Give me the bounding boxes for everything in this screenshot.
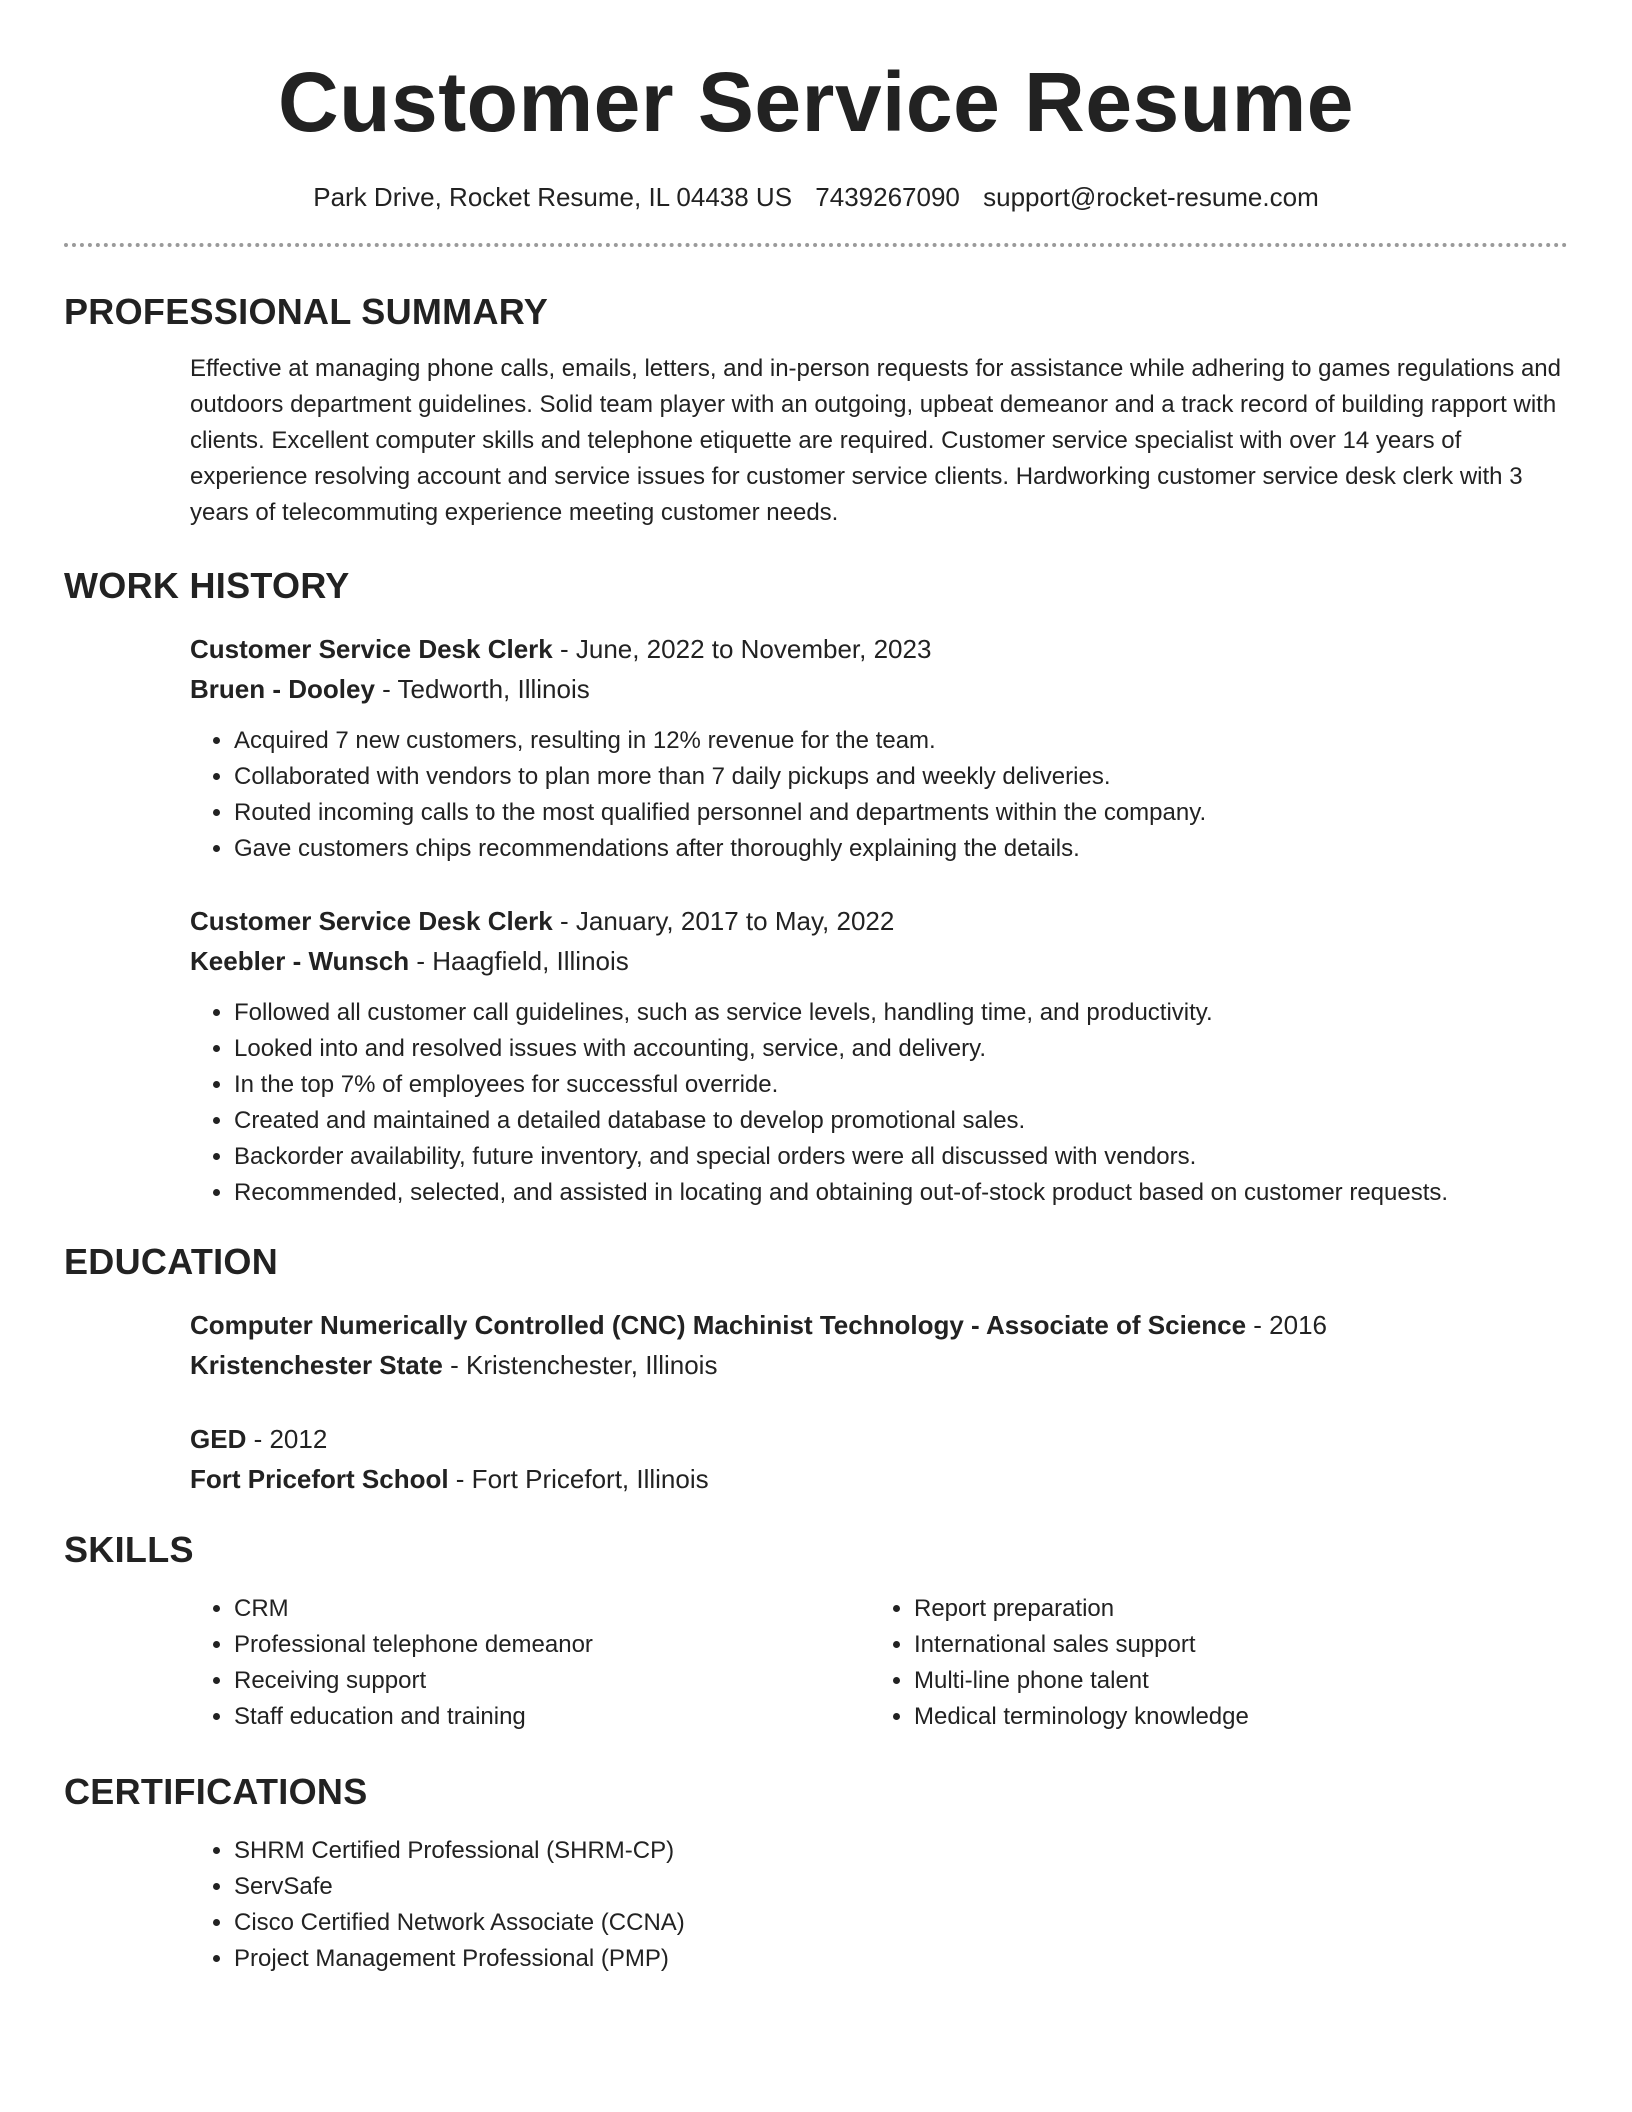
list-item: • SHRM Certified Professional (SHRM-CP) <box>234 1833 1568 1869</box>
certifications-section <box>64 1771 1568 1977</box>
work-history-body <box>190 629 1568 1211</box>
job-company-line <box>190 941 1568 981</box>
list-item: • Recommended, selected, and assisted in locating and obtaining out-of-stock product based on customer requests. <box>234 1175 1568 1211</box>
job-bullets <box>190 995 1568 1211</box>
skills-section <box>64 1529 1568 1735</box>
job-dates: - June, 2022 to November, 2023 <box>552 634 932 665</box>
job-company: Bruen - Dooley <box>190 674 375 705</box>
education-heading: EDUCATION <box>64 1241 279 1283</box>
contact-email: support@rocket-resume.com <box>983 182 1319 213</box>
list-item: • Collaborated with vendors to plan more than 7 daily pickups and weekly deliveries. <box>234 759 1568 795</box>
job-dates: - January, 2017 to May, 2022 <box>552 906 895 937</box>
education-entry <box>190 1419 1568 1499</box>
list-item: • Medical terminology knowledge <box>914 1699 1550 1735</box>
school-name: Fort Pricefort School <box>190 1464 449 1495</box>
degree-line <box>190 1305 1568 1345</box>
certifications-body <box>190 1833 1568 1977</box>
job-location: - Tedworth, Illinois <box>374 674 590 705</box>
job-title-line <box>190 629 1568 669</box>
contact-phone: 7439267090 <box>815 182 960 213</box>
degree-name: Computer Numerically Controlled (CNC) Machinist Technology - Associate of Science <box>190 1310 1247 1341</box>
degree-line <box>190 1419 1568 1459</box>
skills-column-right <box>870 1591 1550 1735</box>
list-item: • Project Management Professional (PMP) <box>234 1941 1568 1977</box>
work-history-heading: WORK HISTORY <box>64 565 350 607</box>
resume-page <box>64 0 1568 1977</box>
summary-text: Effective at managing phone calls, emails, letters, and in-person requests for assistance while adhering to games regulations and outdoors department guidelines. Solid team player with an outgoing, upbeat demeanor and a track record of building rapport with clients. Excellent computer skills and telephone etiquette are required. Customer service specialist with over 14 years of experience resolving account and service issues for customer service clients. Hardworking customer service desk clerk with 3 years of telecommuting experience meeting customer needs. <box>190 355 1561 527</box>
work-history-section <box>64 565 1568 1211</box>
job-title-line <box>190 901 1568 941</box>
list-item: • Multi-line phone talent <box>914 1663 1550 1699</box>
certifications-heading: CERTIFICATIONS <box>64 1771 368 1813</box>
list-item: • In the top 7% of employees for successful override. <box>234 1067 1568 1103</box>
list-item: • Created and maintained a detailed database to develop promotional sales. <box>234 1103 1568 1139</box>
summary-heading: PROFESSIONAL SUMMARY <box>64 291 549 333</box>
resume-header <box>64 0 1568 213</box>
school-location: - Kristenchester, Illinois <box>442 1350 718 1381</box>
job-company: Keebler - Wunsch <box>190 946 410 977</box>
list-item: • Gave customers chips recommendations after thoroughly explaining the details. <box>234 831 1568 867</box>
list-item: • Receiving support <box>234 1663 870 1699</box>
list-item: • Followed all customer call guidelines, such as service levels, handling time, and productivity. <box>234 995 1568 1031</box>
skills-grid <box>190 1591 1568 1735</box>
contact-line <box>64 182 1568 213</box>
education-body <box>190 1305 1568 1499</box>
job-location: - Haagfield, Illinois <box>409 946 629 977</box>
skills-column-left <box>190 1591 870 1735</box>
school-name: Kristenchester State <box>190 1350 443 1381</box>
job-role: Customer Service Desk Clerk <box>190 634 553 665</box>
list-item: • Report preparation <box>914 1591 1550 1627</box>
skills-list-right <box>870 1591 1550 1735</box>
degree-year: - 2016 <box>1246 1310 1328 1341</box>
school-location: - Fort Pricefort, Illinois <box>448 1464 709 1495</box>
list-item: • CRM <box>234 1591 870 1627</box>
school-line <box>190 1459 1568 1499</box>
skills-body <box>190 1591 1568 1735</box>
summary-section <box>64 291 1568 531</box>
list-item: • Looked into and resolved issues with accounting, service, and delivery. <box>234 1031 1568 1067</box>
job-company-line <box>190 669 1568 709</box>
skills-list-left <box>190 1591 870 1735</box>
education-section <box>64 1241 1568 1499</box>
job-entry <box>190 629 1568 867</box>
list-item: • Acquired 7 new customers, resulting in 12% revenue for the team. <box>234 723 1568 759</box>
skills-heading: SKILLS <box>64 1529 194 1571</box>
list-item: • Routed incoming calls to the most qualified personnel and departments within the company. <box>234 795 1568 831</box>
list-item: • Professional telephone demeanor <box>234 1627 870 1663</box>
list-item: • Backorder availability, future inventory, and special orders were all discussed with vendors. <box>234 1139 1568 1175</box>
list-item: • International sales support <box>914 1627 1550 1663</box>
summary-body <box>190 351 1568 531</box>
job-entry <box>190 901 1568 1211</box>
degree-name: GED <box>190 1424 247 1455</box>
list-item: • Staff education and training <box>234 1699 870 1735</box>
header-divider <box>64 243 1568 247</box>
degree-year: - 2012 <box>246 1424 328 1455</box>
job-bullets <box>190 723 1568 867</box>
list-item: • Cisco Certified Network Associate (CCNA) <box>234 1905 1568 1941</box>
contact-address: Park Drive, Rocket Resume, IL 04438 US <box>313 182 793 213</box>
resume-title: Customer Service Resume <box>278 55 1354 149</box>
job-role: Customer Service Desk Clerk <box>190 906 553 937</box>
certifications-list <box>190 1833 1568 1977</box>
school-line <box>190 1345 1568 1385</box>
education-entry <box>190 1305 1568 1385</box>
list-item: • ServSafe <box>234 1869 1568 1905</box>
